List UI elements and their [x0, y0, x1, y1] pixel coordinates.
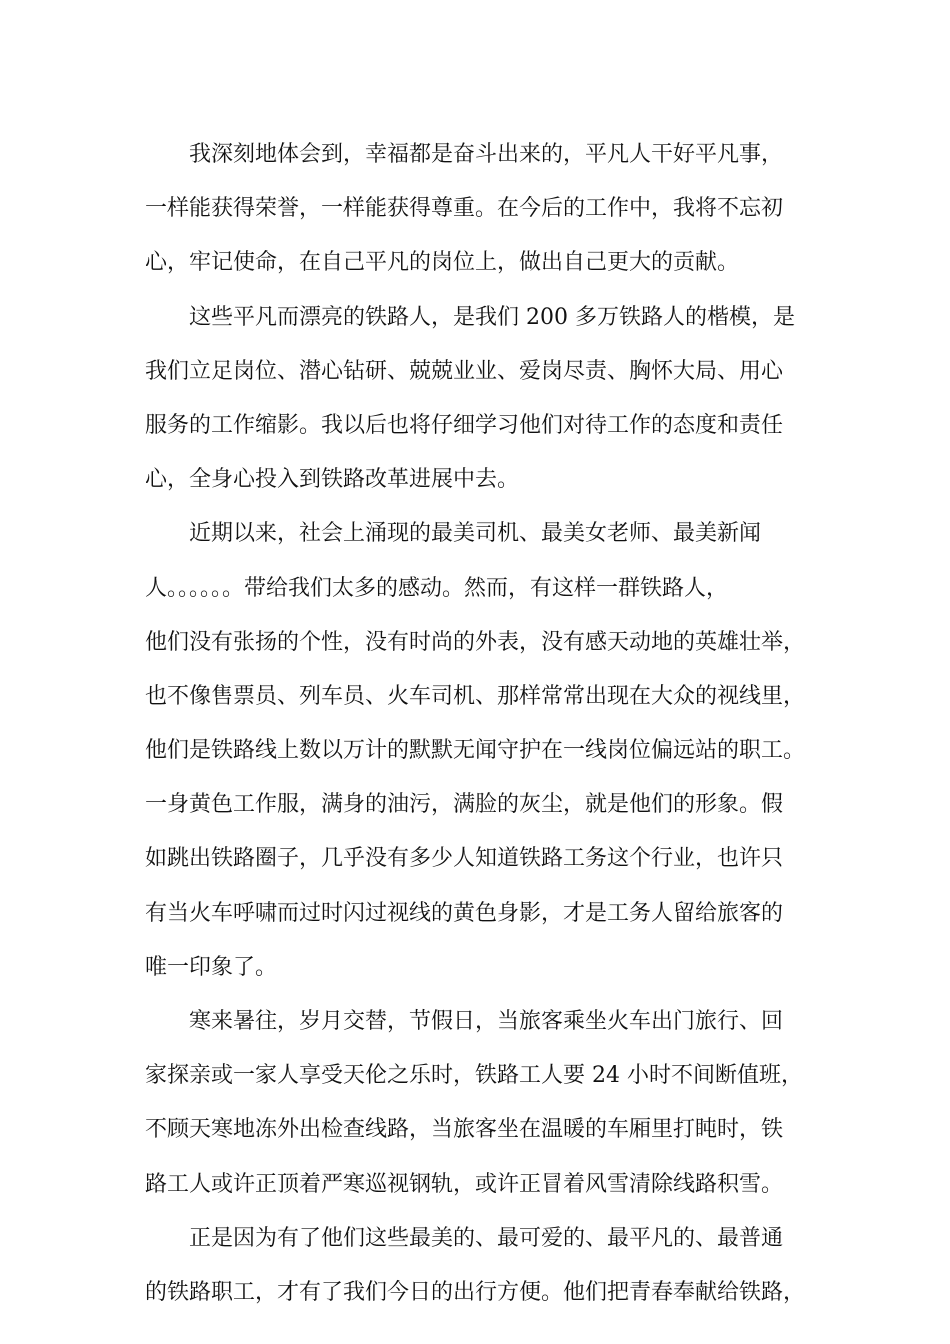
- text-line: 心，全身心投入到铁路改革进展中去。: [145, 467, 520, 493]
- text-line: 服务的工作缩影。我以后也将仔细学习他们对待工作的态度和责任: [145, 412, 784, 438]
- paragraph-3: [145, 507, 825, 995]
- text-line: 不顾天寒地冻外出检查线路，当旅客坐在温暖的车厢里打盹时，铁: [145, 1117, 784, 1143]
- document-body: [145, 128, 825, 1320]
- text-line: 他们没有张扬的个性，没有时尚的外表，没有感天动地的英雄壮举，: [145, 629, 806, 655]
- text-line: 他们是铁路线上数以万计的默默无闻守护在一线岗位偏远站的职工。: [145, 738, 806, 764]
- paragraph-4: [145, 995, 825, 1212]
- text-line: 人。。。。。。带给我们太多的感动。然而，有这样一群铁路人，: [145, 575, 729, 601]
- text-line: 家探亲或一家人享受天伦之乐时，铁路工人要 24 小时不间断值班，: [145, 1063, 803, 1089]
- text-line: 近期以来，社会上涌现的最美司机、最美女老师、最美新闻: [189, 521, 762, 547]
- text-line: 心，牢记使命，在自己平凡的岗位上，做出自己更大的贡献。: [145, 250, 740, 276]
- text-line: 如跳出铁路圈子，几乎没有多少人知道铁路工务这个行业，也许只: [145, 846, 784, 872]
- text-line: 也不像售票员、列车员、火车司机、那样常常出现在大众的视线里，: [145, 683, 806, 709]
- text-line: 路工人或许正顶着严寒巡视钢轨，或许正冒着风雪清除线路积雪。: [145, 1171, 784, 1197]
- text-line: 一身黄色工作服，满身的油污，满脸的灰尘，就是他们的形象。假: [145, 792, 784, 818]
- text-line: 一样能获得荣誉，一样能获得尊重。在今后的工作中，我将不忘初: [145, 196, 784, 222]
- paragraph-5: [145, 1212, 825, 1320]
- paragraph-2: [145, 291, 825, 508]
- text-line: 我深刻地体会到，幸福都是奋斗出来的，平凡人干好平凡事，: [189, 142, 784, 167]
- text-line: 唯一印象了。: [145, 954, 278, 980]
- text-line: 我们立足岗位、潜心钻研、兢兢业业、爱岗尽责、胸怀大局、用心: [145, 358, 784, 384]
- text-line: 正是因为有了他们这些最美的、最可爱的、最平凡的、最普通: [189, 1225, 784, 1251]
- paragraph-1: [145, 128, 825, 291]
- text-line: 寒来暑往，岁月交替，节假日，当旅客乘坐火车出门旅行、回: [189, 1009, 784, 1034]
- text-line: 的铁路职工，才有了我们今日的出行方便。他们把青春奉献给铁路，: [145, 1279, 806, 1305]
- text-line: 有当火车呼啸而过时闪过视线的黄色身影，才是工务人留给旅客的: [145, 900, 784, 926]
- text-line: 这些平凡而漂亮的铁路人，是我们 200 多万铁路人的楷模，是: [189, 304, 795, 330]
